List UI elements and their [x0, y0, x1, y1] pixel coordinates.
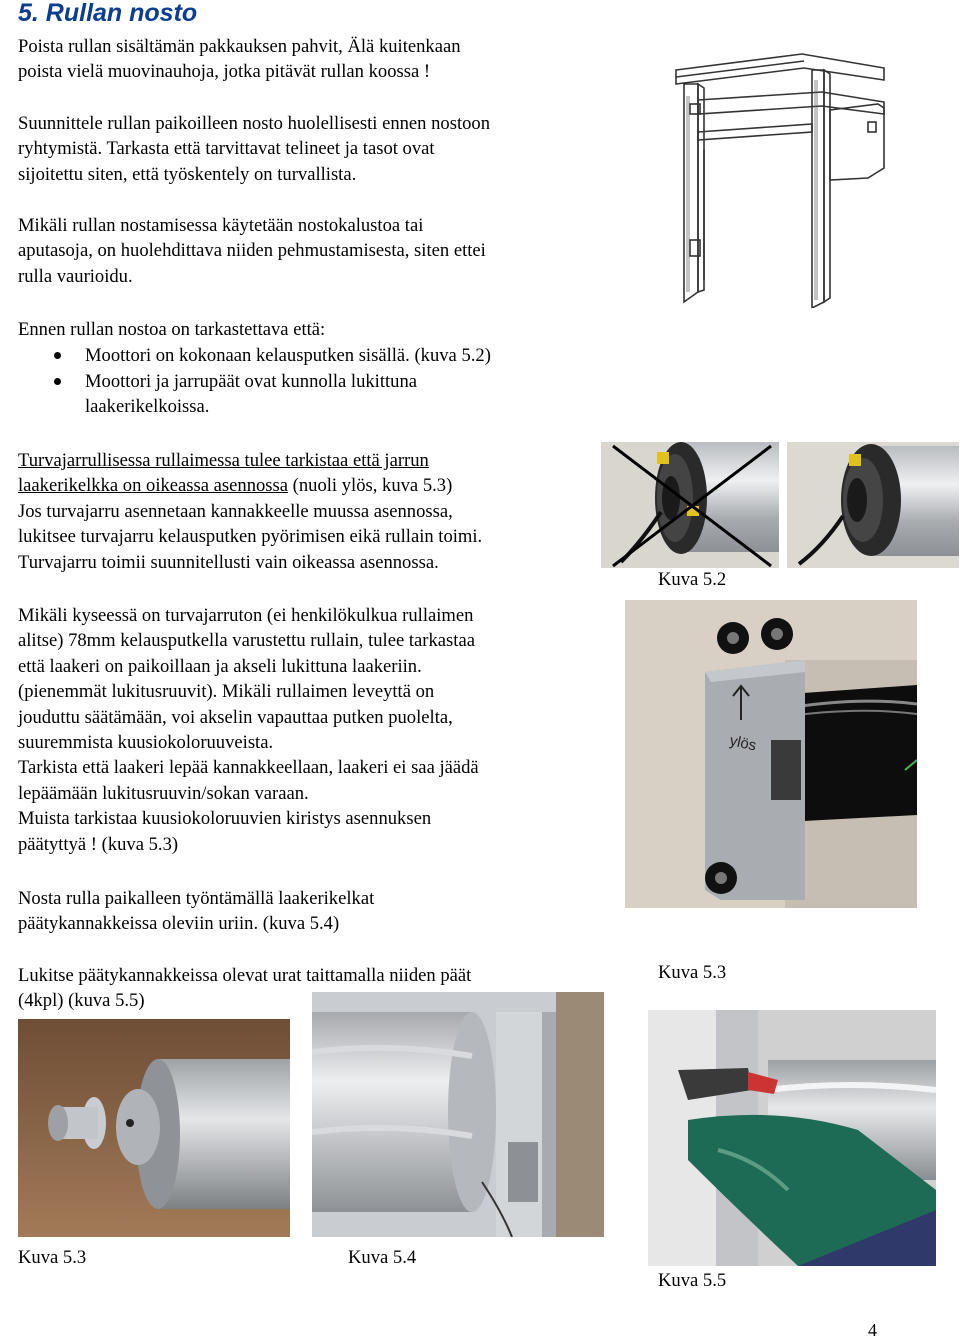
text-line — [18, 473, 482, 498]
motor-wrong-svg — [601, 442, 779, 568]
text-line: (pienemmät lukitusruuvit). Mikäli rullaimen leveyttä on — [18, 681, 435, 703]
bullet-text: laakerikelkoissa. — [85, 396, 210, 418]
text-line: Suunnittele rullan paikoilleen nosto huolellisesti ennen nostoon — [18, 113, 491, 134]
paragraph-safety-brake — [18, 448, 482, 575]
roller-bearing-svg — [18, 1019, 290, 1237]
text-line: Nosta rulla paikalleen työntämällä laakerikelkat — [18, 888, 375, 909]
text-line: Jos turvajarru asennetaan kannakkeelle muussa asennossa, — [18, 500, 453, 522]
text-line: Poista rullan sisältämän pakkauksen pahvit, Älä kuitenkaan — [18, 36, 461, 57]
paragraph-no-safety-brake — [18, 603, 479, 857]
text-line: päätyttyä ! (kuva 5.3) — [18, 833, 179, 855]
text-line: päätykannakkeissa oleviin uriin. (kuva 5.4) — [18, 913, 340, 935]
text-tail: (nuoli ylös, kuva 5.3) — [288, 475, 453, 497]
roller-in-bracket-svg — [312, 992, 604, 1237]
text-line: Turvajarru toimii suunnitellusti vain oikeassa asennossa. — [18, 551, 439, 573]
paragraph-plan-lifting — [18, 111, 490, 187]
bracket-drawing-svg — [672, 40, 888, 308]
bullet-item-motor-locked — [54, 369, 594, 421]
photo-pliers-bending — [648, 1010, 936, 1266]
text-underlined: laakerikelkka on oikeassa asennossa — [18, 475, 289, 497]
photo-motor-correct — [787, 442, 959, 568]
caption-kuva-5-5: Kuva 5.5 — [658, 1270, 727, 1291]
section-heading: 5. Rullan nosto — [18, 0, 198, 27]
paragraph-check-intro — [18, 317, 325, 342]
bullet-dot — [54, 378, 61, 385]
text-line: poista vielä muovinauhoja, jotka pitävät rullan koossa ! — [18, 61, 431, 83]
bullet-text: Moottori on kokonaan kelausputken sisällä. (kuva 5.2) — [85, 345, 491, 366]
bullet-dot — [54, 352, 61, 359]
text-line: sijoitettu siten, että työskentely on turvallista. — [18, 163, 357, 185]
text-line: Muista tarkistaa kuusiokoloruuvien kiristys asennuksen — [18, 808, 432, 830]
page-number: 4 — [868, 1320, 877, 1340]
text-line: lepäämään lukitusruuvin/sokan varaan. — [18, 782, 309, 804]
text-line: jouduttu säätämään, voi akselin vapauttaa putken puolelta, — [18, 706, 453, 728]
text-line-underlined: Turvajarrullisessa rullaimessa tulee tarkistaa että jarrun — [18, 450, 429, 471]
arrow-label: ylös — [728, 732, 758, 755]
text-line: alitse) 78mm kelausputkella varustettu rullain, tulee tarkastaa — [18, 630, 475, 652]
text-line: Mikäli rullan nostamisessa käytetään nostokalustoa tai — [18, 215, 424, 236]
bullet-item-motor-inside — [54, 343, 594, 369]
text-line: että laakeri on paikoillaan ja akseli lukittuna laakeriin. — [18, 655, 422, 677]
bracket-line-drawing — [672, 40, 888, 308]
text-line: suuremmista kuusiokoloruuveista. — [18, 732, 274, 754]
brake-bracket-svg — [625, 600, 917, 908]
photo-roller-bearing — [18, 1019, 290, 1237]
caption-kuva-5-3-right: Kuva 5.3 — [658, 962, 727, 983]
photo-brake-bracket — [625, 600, 917, 908]
text-line: aputasoja, on huolehdittava niiden pehmustamisesta, siten ettei — [18, 240, 486, 262]
motor-correct-svg — [787, 442, 959, 568]
text-line: (4kpl) (kuva 5.5) — [18, 990, 145, 1012]
caption-kuva-5-3-bottom: Kuva 5.3 — [18, 1247, 87, 1268]
text-line: lukitsee turvajarru kelausputken pyörimisen eikä rullain toimi. — [18, 526, 483, 548]
text-line: Ennen rullan nostoa on tarkastettava että: — [18, 319, 326, 340]
paragraph-lift-into-place — [18, 886, 374, 937]
text-line: Lukitse päätykannakkeissa olevat urat taittamalla niiden päät — [18, 965, 472, 986]
photo-roller-in-bracket — [312, 992, 604, 1237]
caption-kuva-5-4: Kuva 5.4 — [348, 1247, 417, 1268]
bullet-text: Moottori ja jarrupäät ovat kunnolla lukittuna — [85, 371, 418, 392]
paragraph-remove-cardboard — [18, 34, 461, 85]
caption-kuva-5-2: Kuva 5.2 — [658, 569, 727, 590]
text-line: rulla vaurioidu. — [18, 265, 133, 287]
pliers-bending-svg — [648, 1010, 936, 1266]
text-line: ryhtymistä. Tarkasta että tarvittavat telineet ja tasot ovat — [18, 138, 435, 160]
text-line: Mikäli kyseessä on turvajarruton (ei henkilökulkua rullaimen — [18, 605, 474, 626]
text-line: Tarkista että laakeri lepää kannakkeellaan, laakeri ei saa jäädä — [18, 757, 479, 779]
photo-motor-wrong — [601, 442, 779, 568]
paragraph-padding — [18, 213, 486, 289]
